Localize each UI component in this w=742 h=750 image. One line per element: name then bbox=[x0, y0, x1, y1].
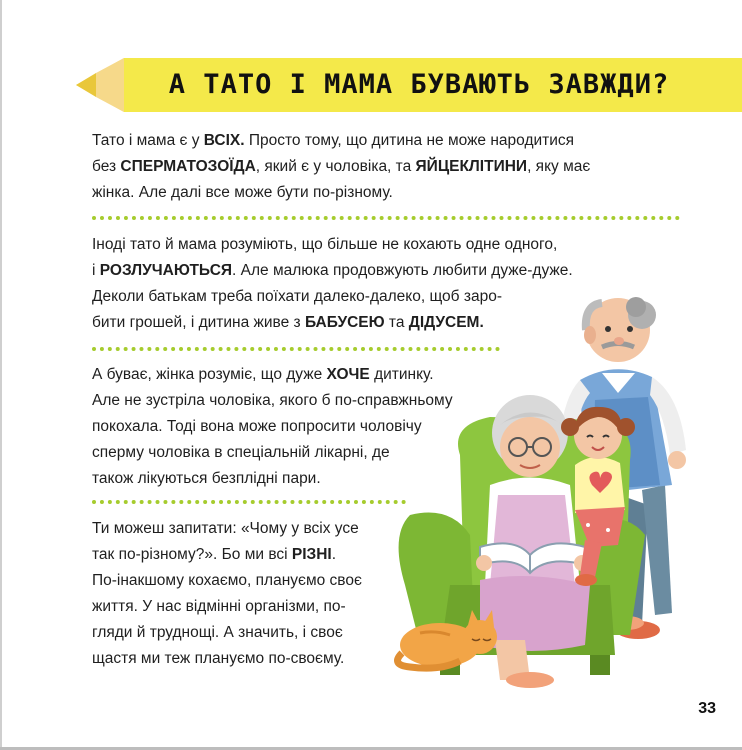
paragraph-1: Тато і мама є у ВСІХ. Просто тому, що дитина не може народитися без СПЕРМАТОЗОЇДА, який є у чоловіка, та ЯЙЦЕКЛІТИНИ, яку має жінка. Але далі все може бути по-різному. bbox=[92, 132, 591, 201]
paragraph-2: Іноді тато й мама розуміють, що більше не кохають одне одного, і РОЗЛУЧАЮТЬСЯ. Але малюка продовжують любити дуже-дуже. Деколи батькам треба поїхати далеко-далеко, щоб зaро- бити грошей, і дитина живе з БАБУСЕЮ та ДІДУСЕМ. bbox=[92, 236, 573, 331]
grandparents-illustration bbox=[380, 285, 710, 695]
paragraph-3: А буває, жінка розуміє, що дуже ХОЧЕ дитинку. Але не зустріла чоловіка, якого б по-справжньому покохала. Тоді вона може попросити чоловічу сперму чоловіка в спеціальній лікарні, де також лікуються безплідні пари. bbox=[92, 366, 453, 487]
dotted-divider bbox=[92, 216, 680, 220]
dotted-divider bbox=[92, 500, 406, 504]
page-number: 33 bbox=[698, 700, 716, 717]
paragraph-4: Ти можеш запитати: «Чому у всіх усе так по-різному?». Бо ми всі РІЗНІ. По-інакшому кохаємо, плануємо своє життя. У нас відмінні організми, по- гляди й труднощі. А значить, і своє щастя ми теж плануємо по-своєму. bbox=[92, 520, 362, 667]
page-edge bbox=[0, 0, 2, 750]
title-banner bbox=[76, 58, 742, 112]
page-title: А ТАТО І МАМА БУВАЮТЬ ЗАВЖДИ? bbox=[168, 69, 670, 100]
